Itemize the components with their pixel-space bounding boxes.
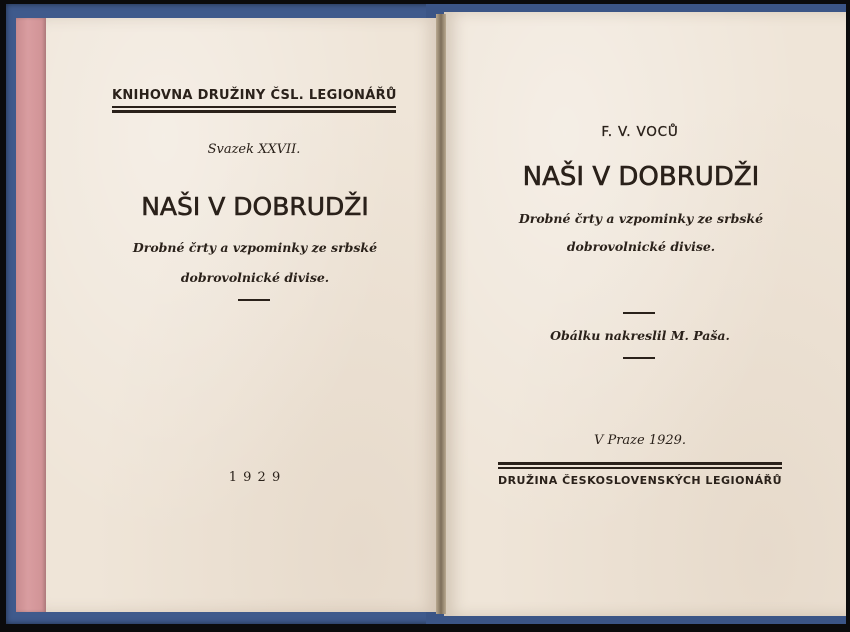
cover-credit: Obálku nakreslil M. Paša. <box>550 328 730 343</box>
left-subtitle-line2: dobrovolnické divise. <box>180 270 330 285</box>
author-name: F. V. VOCŮ <box>601 124 679 140</box>
publisher-rule-bottom <box>498 467 782 469</box>
publisher-name: DRUŽINA ČESKOSLOVENSKÝCH LEGIONÁŘŮ <box>497 474 783 487</box>
volume-number: Svazek XXVII. <box>207 142 301 157</box>
right-page <box>444 12 846 616</box>
book-gutter <box>436 14 446 614</box>
left-subtitle-line1: Drobné črty a vzpominky ze srbské <box>132 240 378 255</box>
right-title: NAŠI V DOBRUDŽI <box>522 162 760 192</box>
endpaper-strip <box>16 18 46 612</box>
place-year: V Praze 1929. <box>593 433 687 448</box>
series-header: KNIHOVNA DRUŽINY ČSL. LEGIONÁŘŮ <box>112 88 397 103</box>
right-subtitle-line1: Drobné črty a vzpominky ze srbské <box>518 211 764 226</box>
right-subtitle-line2: dobrovolnické divise. <box>566 239 716 254</box>
left-title: NAŠI V DOBRUDŽI <box>141 192 369 221</box>
left-divider <box>238 299 270 301</box>
header-rule-bottom <box>112 110 396 113</box>
header-rule-top <box>112 106 396 108</box>
right-divider-bottom <box>623 357 655 359</box>
left-year: 1 9 2 9 <box>228 470 282 485</box>
publisher-rule-top <box>498 462 782 465</box>
right-divider-top <box>623 312 655 314</box>
